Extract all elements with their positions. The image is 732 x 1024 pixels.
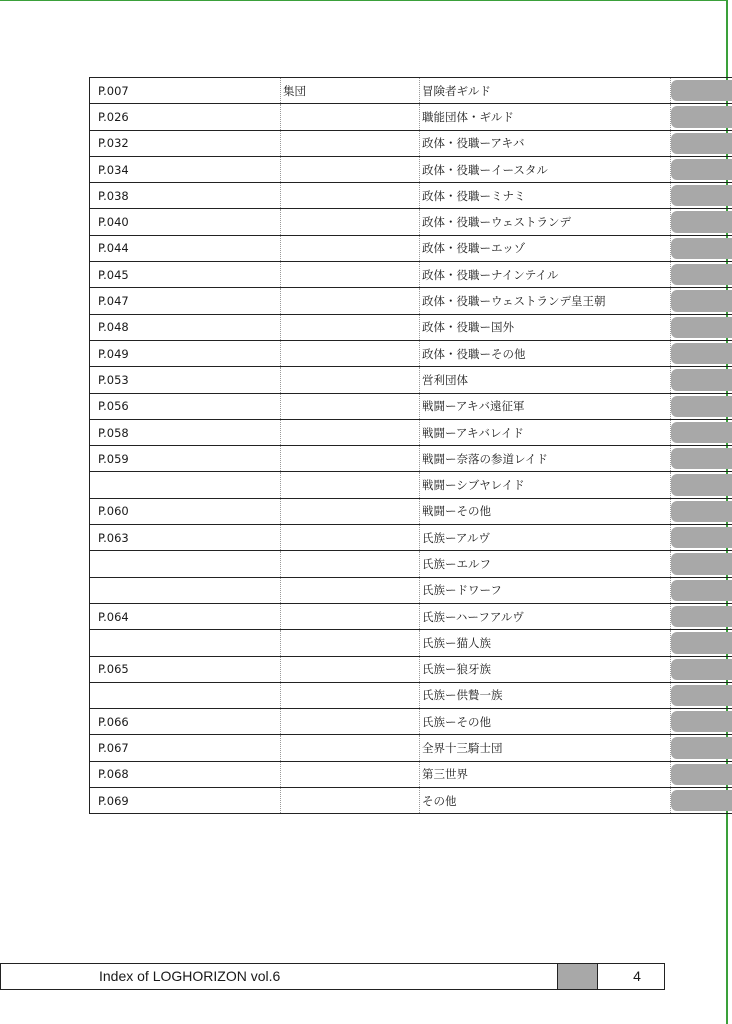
gray-index-tab [671, 211, 732, 232]
row-tab-cell [671, 262, 732, 288]
table-row [90, 183, 732, 209]
row-tab-cell [671, 682, 732, 708]
row-subject: 政体・役職ーナインテイル [420, 262, 671, 288]
row-tab-cell [671, 446, 732, 472]
row-page-ref [90, 630, 281, 656]
row-category [281, 156, 420, 182]
row-subject: 氏族ーその他 [420, 709, 671, 735]
row-category [281, 788, 420, 814]
row-subject: 戦闘ーアキバレイド [420, 419, 671, 445]
gray-index-tab [671, 317, 732, 338]
gray-index-tab [671, 580, 732, 601]
row-category [281, 735, 420, 761]
row-subject: 戦闘ーシブヤレイド [420, 472, 671, 498]
row-tab-cell [671, 525, 732, 551]
row-category [281, 761, 420, 787]
row-page-ref: P.045 [90, 262, 281, 288]
gray-index-tab [671, 632, 732, 653]
footer-title: Index of LOGHORIZON vol.6 [1, 964, 558, 989]
table-row [90, 761, 732, 787]
row-page-ref: P.040 [90, 209, 281, 235]
gray-index-tab [671, 685, 732, 706]
row-category [281, 314, 420, 340]
table-row [90, 130, 732, 156]
row-tab-cell [671, 761, 732, 787]
row-page-ref: P.048 [90, 314, 281, 340]
row-tab-cell [671, 498, 732, 524]
row-category [281, 682, 420, 708]
row-tab-cell [671, 314, 732, 340]
row-subject: 政体・役職ーウェストランデ皇王朝 [420, 288, 671, 314]
row-tab-cell [671, 419, 732, 445]
row-tab-cell [671, 393, 732, 419]
gray-index-tab [671, 238, 732, 259]
row-subject: 政体・役職ーイースタル [420, 156, 671, 182]
gray-index-tab [671, 290, 732, 311]
row-category [281, 183, 420, 209]
table-row [90, 156, 732, 182]
table-row [90, 682, 732, 708]
row-tab-cell [671, 235, 732, 261]
row-subject: 氏族ー狼牙族 [420, 656, 671, 682]
row-page-ref: P.026 [90, 104, 281, 130]
footer-page-number: 4 [633, 968, 641, 984]
row-category [281, 104, 420, 130]
table-row [90, 235, 732, 261]
table-row [90, 340, 732, 366]
row-page-ref: P.058 [90, 419, 281, 445]
gray-index-tab [671, 422, 732, 443]
gray-index-tab [671, 396, 732, 417]
table-row [90, 788, 732, 814]
row-page-ref: P.065 [90, 656, 281, 682]
gray-index-tab [671, 264, 732, 285]
row-category [281, 288, 420, 314]
row-subject: 政体・役職ーその他 [420, 340, 671, 366]
row-tab-cell [671, 709, 732, 735]
row-category [281, 262, 420, 288]
row-tab-cell [671, 340, 732, 366]
row-subject: その他 [420, 788, 671, 814]
table-row [90, 525, 732, 551]
footer-gray-marker [558, 964, 598, 989]
row-page-ref: P.066 [90, 709, 281, 735]
table-row [90, 78, 732, 104]
row-page-ref: P.044 [90, 235, 281, 261]
row-tab-cell [671, 656, 732, 682]
row-page-ref: P.067 [90, 735, 281, 761]
gray-index-tab [671, 501, 732, 522]
row-subject: 政体・役職ーミナミ [420, 183, 671, 209]
row-page-ref: P.069 [90, 788, 281, 814]
row-subject: 戦闘ーアキバ遠征軍 [420, 393, 671, 419]
table-row [90, 603, 732, 629]
gray-index-tab [671, 711, 732, 732]
row-tab-cell [671, 130, 732, 156]
row-tab-cell [671, 78, 732, 104]
table-row [90, 735, 732, 761]
row-page-ref: P.034 [90, 156, 281, 182]
gray-index-tab [671, 737, 732, 758]
row-subject: 氏族ーアルヴ [420, 525, 671, 551]
row-page-ref [90, 551, 281, 577]
row-subject: 政体・役職ー国外 [420, 314, 671, 340]
row-subject: 政体・役職ーウェストランデ [420, 209, 671, 235]
row-page-ref: P.056 [90, 393, 281, 419]
table-row [90, 577, 732, 603]
row-subject: 氏族ー供贄一族 [420, 682, 671, 708]
row-subject: 冒険者ギルド [420, 78, 671, 104]
row-tab-cell [671, 630, 732, 656]
row-page-ref: P.059 [90, 446, 281, 472]
gray-index-tab [671, 185, 732, 206]
row-page-ref: P.038 [90, 183, 281, 209]
row-tab-cell [671, 603, 732, 629]
gray-index-tab [671, 790, 732, 811]
gray-index-tab [671, 553, 732, 574]
row-category [281, 340, 420, 366]
row-category [281, 472, 420, 498]
row-subject: 戦闘ー奈落の参道レイド [420, 446, 671, 472]
row-subject: 全界十三騎士団 [420, 735, 671, 761]
table-row [90, 630, 732, 656]
row-tab-cell [671, 472, 732, 498]
row-category [281, 709, 420, 735]
table-row [90, 446, 732, 472]
gray-index-tab [671, 159, 732, 180]
row-category [281, 630, 420, 656]
gray-index-tab [671, 448, 732, 469]
row-tab-cell [671, 209, 732, 235]
row-tab-cell [671, 156, 732, 182]
table-row [90, 551, 732, 577]
row-category [281, 367, 420, 393]
row-category [281, 235, 420, 261]
row-tab-cell [671, 577, 732, 603]
row-category [281, 393, 420, 419]
row-subject: 氏族ードワーフ [420, 577, 671, 603]
row-subject: 第三世界 [420, 761, 671, 787]
gray-index-tab [671, 659, 732, 680]
row-category [281, 446, 420, 472]
row-subject: 職能団体・ギルド [420, 104, 671, 130]
row-page-ref: P.007 [90, 78, 281, 104]
row-category [281, 551, 420, 577]
gray-index-tab [671, 474, 732, 495]
gray-index-tab [671, 133, 732, 154]
table-row [90, 367, 732, 393]
row-tab-cell [671, 288, 732, 314]
gray-index-tab [671, 343, 732, 364]
row-page-ref [90, 577, 281, 603]
gray-index-tab [671, 606, 732, 627]
row-tab-cell [671, 104, 732, 130]
row-category [281, 498, 420, 524]
table-row [90, 209, 732, 235]
row-tab-cell [671, 788, 732, 814]
table-row [90, 288, 732, 314]
row-subject: 戦闘ーその他 [420, 498, 671, 524]
row-subject: 政体・役職ーエッゾ [420, 235, 671, 261]
row-page-ref [90, 682, 281, 708]
row-page-ref [90, 472, 281, 498]
row-category [281, 209, 420, 235]
row-page-ref: P.064 [90, 603, 281, 629]
gray-index-tab [671, 80, 732, 101]
row-category [281, 525, 420, 551]
row-subject: 政体・役職ーアキバ [420, 130, 671, 156]
table-row [90, 656, 732, 682]
row-page-ref: P.047 [90, 288, 281, 314]
row-subject: 営利団体 [420, 367, 671, 393]
gray-index-tab [671, 106, 732, 127]
row-category [281, 603, 420, 629]
row-category [281, 656, 420, 682]
row-category [281, 419, 420, 445]
row-subject: 氏族ー猫人族 [420, 630, 671, 656]
table-row [90, 498, 732, 524]
row-tab-cell [671, 735, 732, 761]
row-page-ref: P.063 [90, 525, 281, 551]
row-page-ref: P.060 [90, 498, 281, 524]
page-footer [0, 963, 665, 990]
table-row [90, 262, 732, 288]
row-subject: 氏族ーエルフ [420, 551, 671, 577]
table-row [90, 472, 732, 498]
table-row [90, 393, 732, 419]
index-table-body [90, 78, 732, 814]
row-page-ref: P.068 [90, 761, 281, 787]
row-page-ref: P.053 [90, 367, 281, 393]
table-row [90, 419, 732, 445]
gray-index-tab [671, 764, 732, 785]
row-tab-cell [671, 367, 732, 393]
table-row [90, 709, 732, 735]
table-row [90, 314, 732, 340]
row-page-ref: P.032 [90, 130, 281, 156]
row-category: 集団 [281, 78, 420, 104]
row-subject: 氏族ーハーフアルヴ [420, 603, 671, 629]
row-tab-cell [671, 183, 732, 209]
row-page-ref: P.049 [90, 340, 281, 366]
gray-index-tab [671, 527, 732, 548]
table-row [90, 104, 732, 130]
index-table [89, 77, 732, 814]
row-tab-cell [671, 551, 732, 577]
row-category [281, 130, 420, 156]
row-category [281, 577, 420, 603]
gray-index-tab [671, 369, 732, 390]
